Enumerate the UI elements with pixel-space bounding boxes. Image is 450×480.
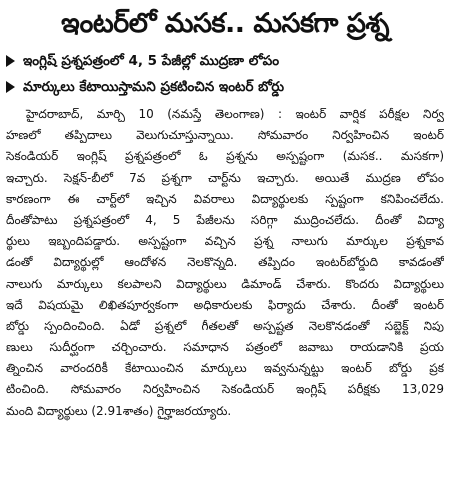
subhead-text: ఇంగ్లిష్‌ ప్రశ్నపత్రంలో 4, 5 పేజీల్లో ముద్రణా లోపం [23,53,280,69]
body-line: బోర్డు స్పందించింది. ఏడో ప్రశ్నలో గీతలతో అస్పష్టత నెలకొనడంతో సబ్జెక్ట్‌ నిపు [6,318,444,333]
body-line: మంది విద్యార్థులు (2.91శాతం) గైర్హాజరయ్యారు. [6,403,232,418]
subhead-2 [0,76,450,98]
triangle-bullet-icon [6,81,15,93]
body-line: డంతో విద్యార్థుల్లో ఆందోళన నెలకొన్నది. తప్పిదం ఇంటర్‌బోర్డుది కావడంతో [6,255,444,270]
body-line: టించింది. సోమవారం నిర్వహించిన సెకండియర్‌ ఇంగ్లిష్‌ పరీక్షకు 13,029 [6,382,444,397]
body-line: సెకండియర్‌ ఇంగ్లిష్‌ ప్రశ్నపత్రంలో ఓ ప్రశ్నను అస్పష్టంగా (మసక.. మసకగా) [6,149,444,164]
body-line: ఇదే విషయమై లిఖితపూర్వకంగా అధికారులకు ఫిర్యాదు చేశారు. దీంతో ఇంటర్‌ [6,297,444,312]
subhead-text: మార్కులు కేటాయిస్తామని ప్రకటించిన ఇంటర్‌ బోర్డు [23,79,285,95]
body-line: ఇచ్చారు. సెక్షన్‌-బీలో 7వ ప్రశ్నగా చార్ట్‌ను ఇచ్చారు. అయితే ముద్రణ లోపం [6,170,444,185]
body-line: హణలో తప్పిదాలు వెలుగుచూస్తున్నాయి. సోమవారం నిర్వహించిన ఇంటర్‌ [6,128,444,143]
body-line: త్నించిన వారందరికీ కేటాయించిన మార్కులు ఇవ్వనున్నట్టు ఇంటర్‌ బోర్డు ప్రక [6,361,444,376]
headline: ఇంటర్‌లో మసక.. మసకగా ప్రశ్న [61,8,389,39]
triangle-bullet-icon [6,55,15,67]
body-line: ణులు సుదీర్ఘంగా చర్చించారు. సమాధాన పత్రంలో జవాబు రాయడానికి ప్రయ [6,340,444,355]
body-line: ర్థులు ఇబ్బందిపడ్డారు. అస్పష్టంగా వచ్చిన ప్రశ్న నాలుగు మార్కుల ప్రశ్నకావ [6,234,444,249]
article-body [0,104,450,422]
body-line: కారణంగా ఈ చార్ట్‌లో ఇచ్చిన వివరాలు విద్యార్థులకు స్పష్టంగా కనిపించలేదు. [6,191,444,206]
body-line: నాలుగు మార్కులు కలపాలని విద్యార్థులు డిమాండ్‌ చేశారు. కొందరు విద్యార్థులు [6,276,444,291]
body-line: దీంతోపాటు ప్రశ్నపత్రంలో 4, 5 పేజీలను సరిగ్గా ముద్రించలేదు. దీంతో విద్యా [6,212,444,227]
subhead-1 [0,50,450,72]
body-line: హైదరాబాద్‌, మార్చి 10 (నమస్తే తెలంగాణ) : ఇంటర్‌ వార్షిక పరీక్షల నిర్వ [26,107,444,121]
